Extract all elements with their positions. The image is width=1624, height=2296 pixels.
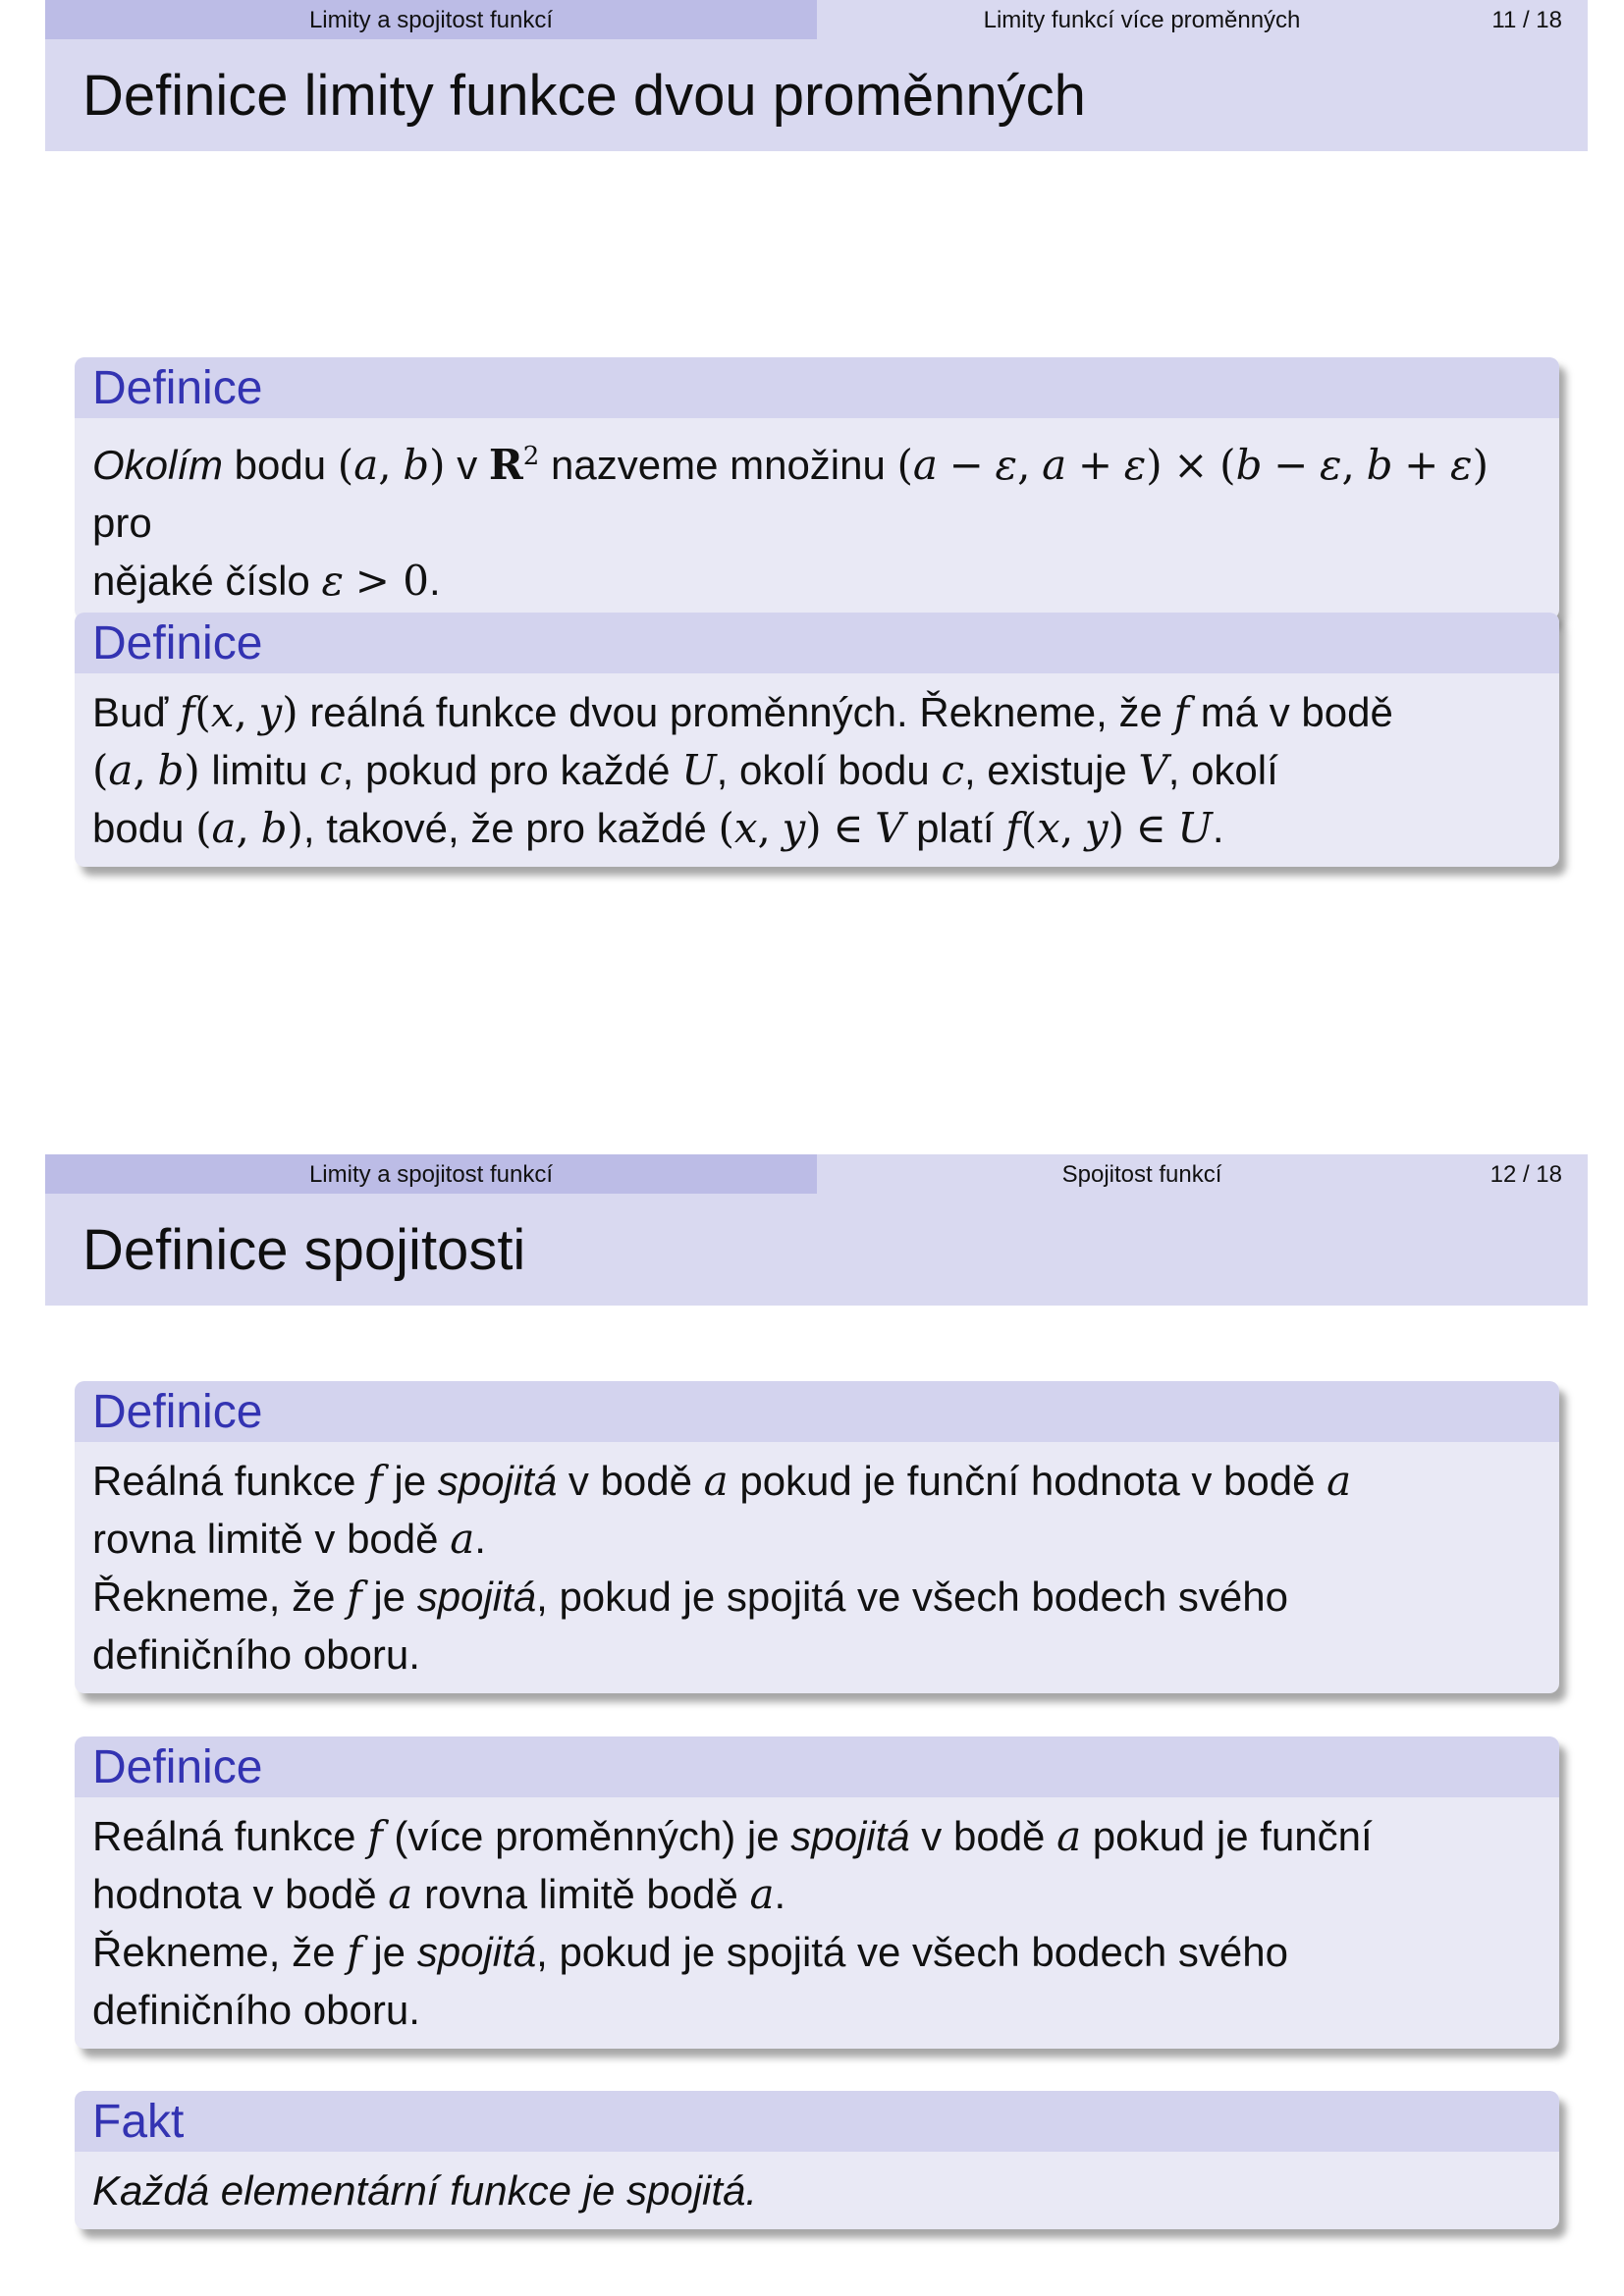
definition-text: Buď f(x, y) reálná funkce dvou proměnných. Řekneme, že f má v bodě (a, b) limitu c, pokud pro každé U, okolí bodu c, existuje V, okolí bodu (a, b), takové, že pro každé (x, y) ∈ V platí f(x, y) ∈ U.	[92, 688, 1393, 852]
headline-section: Limity a spojitost funkcí	[308, 7, 554, 33]
block-body	[75, 1797, 1559, 2049]
block-title-bar	[75, 613, 1559, 673]
definition-text: Reálná funkce f (více proměnných) je spojitá v bodě a pokud je funční hodnota v bodě a rovna limitě bodě a. Řekneme, že f je spojitá, pokud je spojitá ve všech bodech svého definičního oboru.	[92, 1812, 1373, 2033]
headline-subsection: Spojitost funkcí	[1061, 1161, 1222, 1188]
slide-headline	[45, 0, 1588, 39]
block-title: Definice	[92, 362, 263, 414]
definition-text: Reálná funkce f je spojitá v bodě a pokud je funční hodnota v bodě a rovna limitě v bodě a. Řekneme, že f je spojitá, pokud je spojitá ve všech bodech svého definičního oboru.	[92, 1457, 1352, 1678]
fact-text: Každá elementární funkce je spojitá.	[92, 2167, 758, 2214]
block-title-bar	[75, 1736, 1559, 1797]
definition-text: Okolím bodu (a, b) v $R^2$ nazveme množinu (a − ε, a + ε) × (b − ε, b + ε) pro nějaké číslo ε > 0.	[92, 441, 1489, 605]
frame-title-bar	[45, 1194, 1588, 1306]
frame-title-bar	[45, 39, 1588, 151]
headline-subsection: Limity funkcí více proměnných	[983, 7, 1301, 33]
slide-11	[45, 0, 1588, 151]
definition-block-continuity	[75, 1381, 1559, 1693]
definition-block-limit	[75, 613, 1559, 867]
block-title: Definice	[92, 617, 263, 669]
block-title-bar	[75, 2091, 1559, 2152]
block-title-bar	[75, 357, 1559, 418]
block-body	[75, 418, 1559, 619]
block-title-bar	[75, 1381, 1559, 1442]
block-body	[75, 1442, 1559, 1693]
block-body	[75, 673, 1559, 867]
frame-title: Definice limity funkce dvou proměnných	[82, 64, 1086, 128]
definition-block-continuity-multivariable	[75, 1736, 1559, 2049]
block-body	[75, 2152, 1559, 2229]
block-title: Fakt	[92, 2096, 185, 2148]
frame-title: Definice spojitosti	[82, 1218, 526, 1282]
fact-block	[75, 2091, 1559, 2229]
slide-headline	[45, 1154, 1588, 1194]
page-number: 12 / 18	[1489, 1161, 1562, 1188]
page-number: 11 / 18	[1491, 7, 1562, 33]
headline-section: Limity a spojitost funkcí	[308, 1161, 554, 1188]
slide-12	[45, 1154, 1588, 1306]
block-title: Definice	[92, 1386, 263, 1438]
definition-block-neighborhood	[75, 357, 1559, 619]
block-title: Definice	[92, 1741, 263, 1793]
